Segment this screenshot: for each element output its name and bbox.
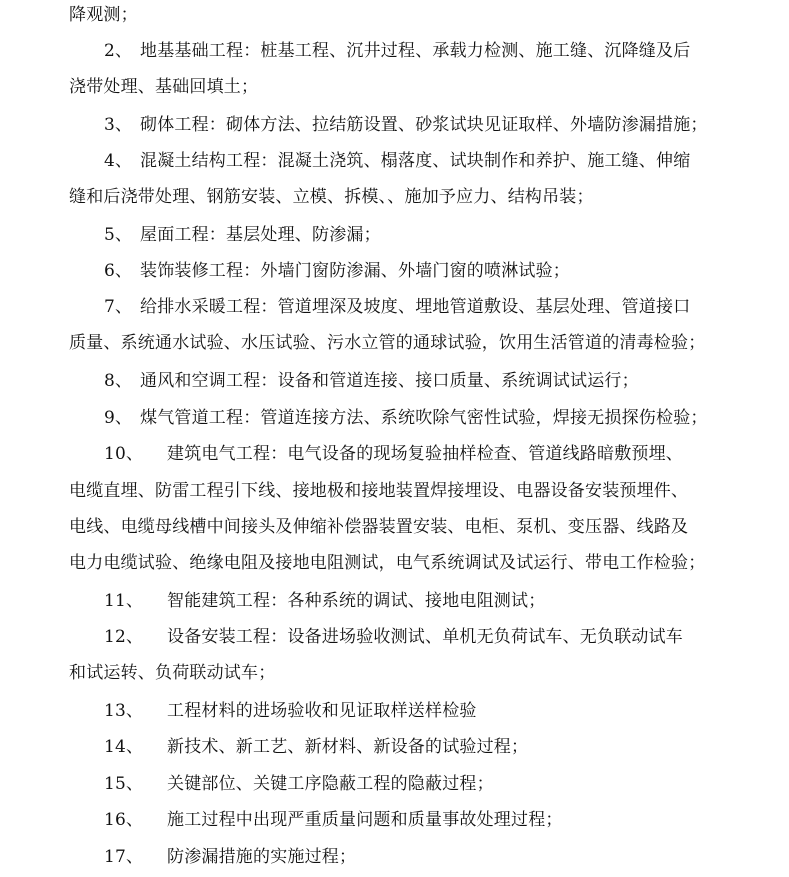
item-number: 8、: [104, 371, 133, 391]
item-number: 4、: [104, 151, 133, 171]
item-text: 设备安装工程：设备进场验收测试、单机无负荷试车、无负联动试车: [167, 627, 683, 647]
item-text: 通风和空调工程：设备和管道连接、接口质量、系统调试试运行；: [140, 371, 639, 391]
item-text: 电线、电缆母线槽中间接头及伸缩补偿器装置安装、电柜、泵机、变压器、线路及: [69, 517, 689, 537]
item-number: 16、: [104, 810, 144, 830]
item-text: 建筑电气工程：电气设备的现场复验抽样检查、管道线路暗敷预埋、: [167, 444, 683, 464]
item-text: 防渗漏措施的实施过程；: [167, 847, 357, 867]
item-number: 3、: [104, 115, 133, 135]
item-text: 和试运转、负荷联动试车；: [69, 663, 276, 683]
item-text: 关键部位、关键工序隐蔽工程的隐蔽过程；: [167, 774, 494, 794]
item-number: 5、: [104, 225, 133, 245]
item-number: 11、: [104, 591, 144, 611]
item-text: 施工过程中出现严重质量问题和质量事故处理过程；: [167, 810, 563, 830]
item-text: 混凝土结构工程：混凝土浇筑、榻落度、试块制作和养护、施工缝、伸缩: [140, 151, 691, 171]
item-text: 电力电缆试验、绝缘电阻及接地电阻测试，电气系统调试及试运行、带电工作检验；: [69, 553, 706, 573]
item-number: 13、: [104, 701, 144, 721]
item-text: 煤气管道工程：管道连接方法、系统吹除气密性试验，焊接无损探伤检验；: [140, 408, 708, 428]
item-text: 给排水采暖工程：管道埋深及坡度、埋地管道敷设、基层处理、管道接口: [140, 297, 691, 317]
item-text: 浇带处理、基础回填土；: [69, 77, 259, 97]
item-number: 9、: [104, 408, 133, 428]
item-text: 新技术、新工艺、新材料、新设备的试验过程；: [167, 737, 529, 757]
item-number: 14、: [104, 737, 144, 757]
item-text: 缝和后浇带处理、钢筋安装、立模、拆模、、施加予应力、结构吊装；: [69, 187, 594, 207]
item-text: 电缆直埋、防雷工程引下线、接地极和接地装置焊接埋设、电器设备安装预埋件、: [69, 481, 689, 501]
item-number: 17、: [104, 847, 144, 867]
intro-text: 降观测；: [69, 5, 138, 25]
item-number: 2、: [104, 41, 133, 61]
item-number: 7、: [104, 297, 133, 317]
item-text: 智能建筑工程：各种系统的调试、接地电阻测试；: [167, 591, 546, 611]
item-text: 砌体工程：砌体方法、拉结筋设置、砂浆试块见证取样、外墙防渗漏措施；: [140, 115, 708, 135]
item-number: 15、: [104, 774, 144, 794]
item-number: 12、: [104, 627, 144, 647]
item-number: 6、: [104, 261, 133, 281]
item-text: 装饰装修工程：外墙门窗防渗漏、外墙门窗的喷淋试验；: [140, 261, 570, 281]
item-text: 地基基础工程：桩基工程、沉井过程、承载力检测、施工缝、沉降缝及后: [140, 41, 691, 61]
item-text: 工程材料的进场验收和见证取样送样检验: [167, 701, 477, 721]
item-text: 屋面工程：基层处理、防渗漏；: [140, 225, 381, 245]
item-text: 质量、系统通水试验、水压试验、污水立管的通球试验，饮用生活管道的清毒检验；: [69, 333, 706, 353]
item-number: 10、: [104, 444, 144, 464]
